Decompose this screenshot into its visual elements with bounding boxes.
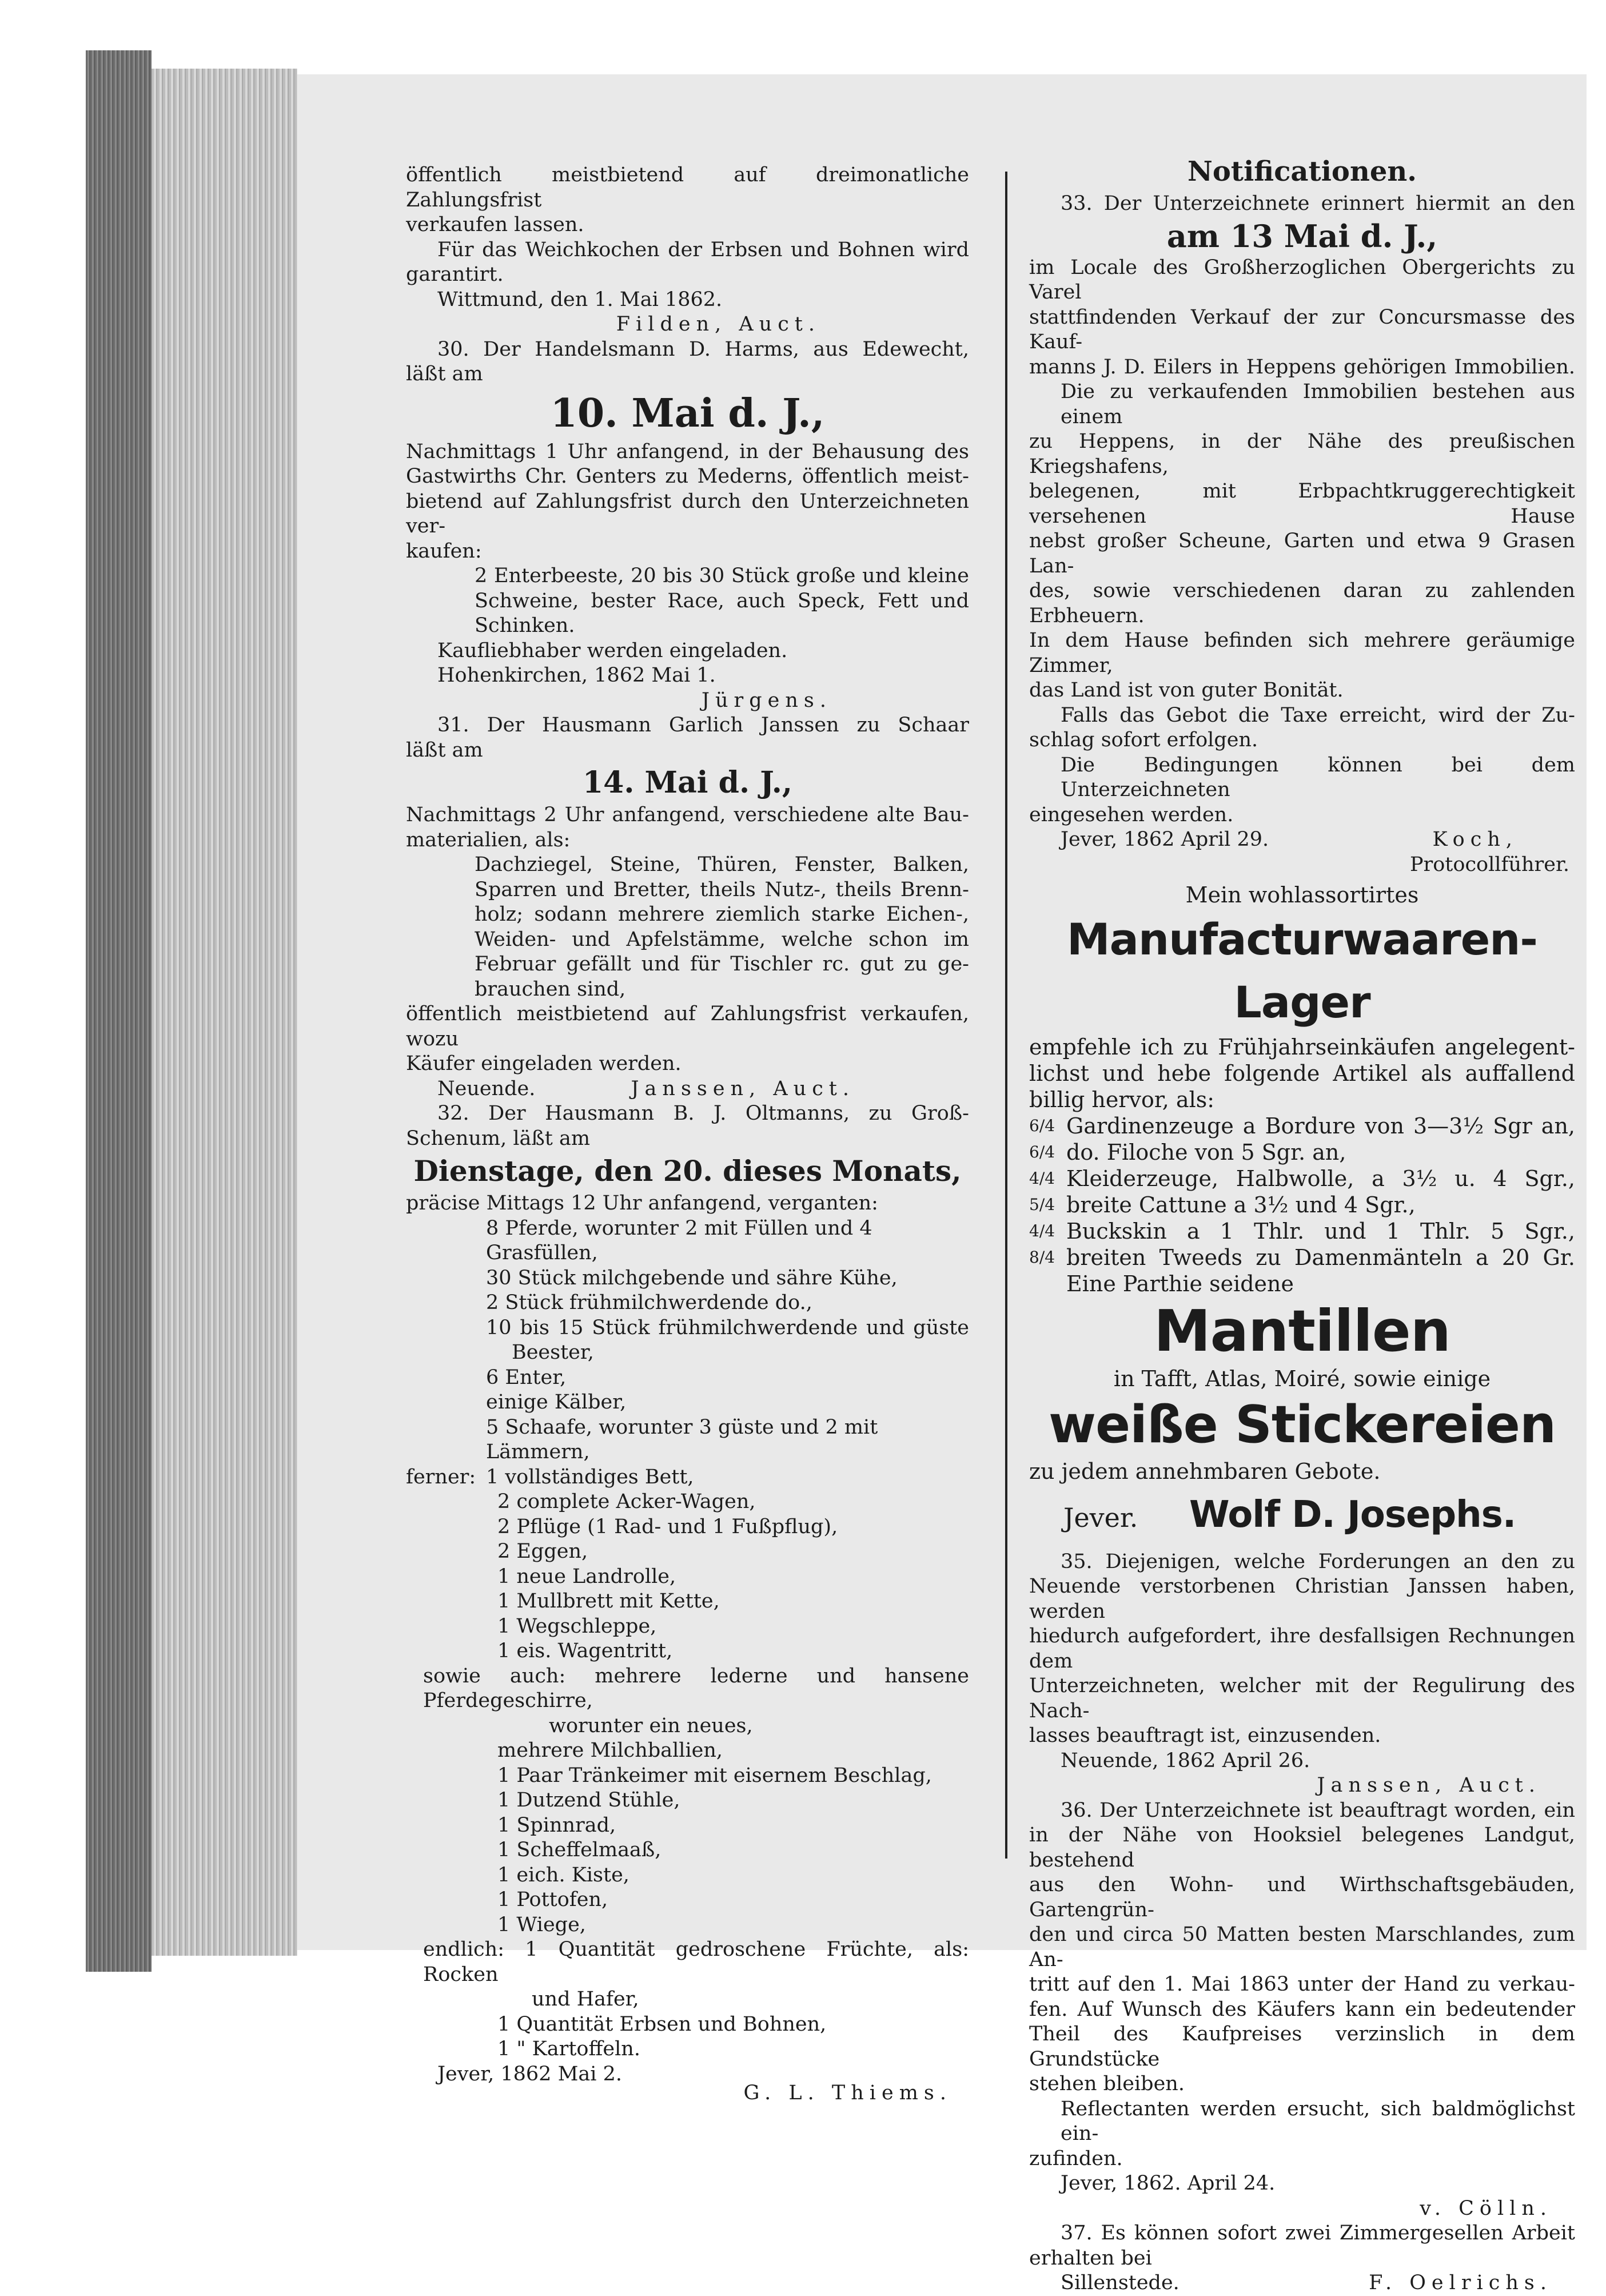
list-item: sowie auch: mehrere lederne und hansene Pferdegeschirre, bbox=[423, 1664, 969, 1712]
text-line: fen. Auf Wunsch des Käufers kann ein bedeutender bbox=[1029, 1997, 1575, 2021]
place: Sillenstede. bbox=[1061, 2271, 1179, 2294]
text-line: materialien, als: bbox=[406, 828, 571, 851]
notice-37-intro: 37. Es können sofort zwei Zimmergesellen Arbeit bbox=[1061, 2222, 1575, 2245]
text-line: Schenum, läßt am bbox=[406, 1127, 591, 1150]
text-line: schlag sofort erfolgen. bbox=[1029, 729, 1258, 751]
signature: Janssen, Auct. bbox=[1317, 1774, 1541, 1797]
text-line: im Locale des Großherzoglichen Obergerichts zu Varel bbox=[1029, 256, 1575, 304]
place-date: Hohenkirchen, 1862 Mai 1. bbox=[437, 664, 716, 687]
list-item: endlich: 1 Quantität gedroschene Früchte, als: Rocken bbox=[423, 1938, 969, 1986]
signature: Jürgens. bbox=[701, 689, 832, 712]
text-line: tritt auf den 1. Mai 1863 unter der Hand zu verkau- bbox=[1029, 1973, 1575, 1996]
page-edges bbox=[152, 69, 297, 1956]
list-item: worunter ein neues, bbox=[549, 1714, 753, 1737]
notice-32-intro: 32. Der Hausmann B. J. Oltmanns, zu Groß- bbox=[437, 1102, 969, 1125]
text-line: Sparren und Bretter, theils Nutz-, theils Brenn- bbox=[475, 878, 969, 901]
price-item: breiten Tweeds zu Damenmänteln a 20 Gr. bbox=[1066, 1244, 1575, 1270]
text-line: Dachziegel, Steine, Thüren, Fenster, Balken, bbox=[475, 853, 969, 876]
right-column bbox=[1029, 156, 1575, 2296]
text-line: empfehle ich zu Frühjahrseinkäufen angelegent- bbox=[1029, 1034, 1575, 1060]
sale-date-heading: 10. Mai d. J., bbox=[550, 390, 825, 436]
signature: F. Oelrichs. bbox=[1369, 2271, 1552, 2294]
fabric-width: 8/4 bbox=[1029, 1247, 1055, 1267]
price-item: Kleiderzeuge, Halbwolle, a 3½ u. 4 Sgr., bbox=[1066, 1165, 1575, 1191]
text-line: Schinken. bbox=[475, 614, 575, 637]
price-row bbox=[1029, 1113, 1575, 1139]
text-line: Theil des Kaufpreises verzinslich in dem Grundstücke bbox=[1029, 2023, 1575, 2071]
ad-place: Jever. bbox=[1063, 1502, 1138, 1533]
place-date: Jever, 1862 April 29. bbox=[1061, 828, 1269, 851]
price-item: Gardinenzeuge a Bordure von 3—3½ Sgr an, bbox=[1066, 1113, 1575, 1139]
text-line: lasses beauftragt ist, einzusenden. bbox=[1029, 1724, 1381, 1747]
text-line: öffentlich meistbietend auf Zahlungsfrist verkaufen, wozu bbox=[406, 1002, 969, 1050]
text-line: Weiden- und Apfelstämme, welche schon im bbox=[475, 928, 969, 951]
price-row bbox=[1029, 1218, 1575, 1244]
signature-title: Protocollführer. bbox=[1409, 853, 1569, 876]
text-line: Für das Weichkochen der Erbsen und Bohnen wird bbox=[437, 238, 969, 261]
list-item: 1 Wiege, bbox=[497, 1913, 586, 1936]
text-line: belegenen, mit Erbpachtkruggerechtigkeit versehenen Hause bbox=[1029, 480, 1575, 528]
ad-headline: Manufacturwaaren-Lager bbox=[1067, 913, 1537, 1028]
text-line: lichst und hebe folgende Artikel als auffallend bbox=[1029, 1060, 1575, 1086]
place-date: Jever, 1862 Mai 2. bbox=[437, 2062, 622, 2086]
text-line: des, sowie verschiedenen daran zu zahlenden Erbheuern. bbox=[1029, 579, 1575, 627]
text-line: stattfindenden Verkauf der zur Concursmasse des Kauf- bbox=[1029, 305, 1575, 353]
ad-intro: Mein wohlassortirtes bbox=[1185, 882, 1419, 908]
text-line: bietend auf Zahlungsfrist durch den Unterzeichneten ver- bbox=[406, 490, 969, 538]
text-line: Falls das Gebot die Taxe erreicht, wird der Zu- bbox=[1061, 703, 1575, 727]
notice-31-intro: 31. Der Hausmann Garlich Janssen zu Schaar bbox=[437, 714, 969, 737]
list-item: 2 Pflüge (1 Rad- und 1 Fußpflug), bbox=[497, 1515, 838, 1538]
list-item: 1 vollständiges Bett, bbox=[486, 1465, 694, 1489]
signature: Filden, Auct. bbox=[616, 313, 820, 336]
fabric-width: 4/4 bbox=[1029, 1221, 1055, 1240]
list-item: 1 Paar Tränkeimer mit eisernem Beschlag, bbox=[497, 1764, 932, 1787]
text-line: Kaufliebhaber werden eingeladen. bbox=[437, 639, 788, 662]
list-item: 1 Dutzend Stühle, bbox=[497, 1789, 680, 1812]
list-item: 1 eis. Wagentritt, bbox=[497, 1640, 673, 1662]
list-item: 2 Eggen, bbox=[497, 1540, 588, 1563]
text-line: den und circa 50 Matten besten Marschlandes, zum An- bbox=[1029, 1923, 1575, 1971]
list-item: 30 Stück milchgebende und sähre Kühe, bbox=[486, 1266, 898, 1290]
text-line: Unterzeichneten, welcher mit der Regulirung des Nach- bbox=[1029, 1674, 1575, 1722]
signature: G. L. Thiems. bbox=[743, 2082, 952, 2104]
signature-row bbox=[1029, 2271, 1575, 2296]
column-divider bbox=[1005, 172, 1007, 1859]
price-item: breite Cattune a 3½ und 4 Sgr., bbox=[1066, 1192, 1416, 1217]
list-item: 1 Spinnrad, bbox=[497, 1813, 616, 1837]
text-line: öffentlich meistbietend auf dreimonatliche Zahlungsfrist bbox=[406, 164, 969, 212]
section-heading: Notificationen. bbox=[1187, 156, 1417, 188]
text-line: garantirt. bbox=[406, 263, 504, 286]
list-item: 8 Pferde, worunter 2 mit Füllen und 4 Grasfüllen, bbox=[486, 1216, 872, 1264]
price-item: do. Filoche von 5 Sgr. an, bbox=[1066, 1139, 1346, 1165]
signature: v. Cölln. bbox=[1420, 2196, 1552, 2220]
text-line: kaufen: bbox=[406, 539, 482, 563]
list-item: 1 neue Landrolle, bbox=[497, 1565, 676, 1588]
text-line: Käufer eingeladen werden. bbox=[406, 1052, 682, 1075]
text-line: Eine Parthie seidene bbox=[1066, 1271, 1294, 1296]
list-item: 10 bis 15 Stück frühmilchwerdende und güste bbox=[486, 1316, 969, 1339]
text-line: Neuende verstorbenen Christian Janssen haben, werden bbox=[1029, 1575, 1575, 1623]
list-item: 1 Wegschleppe, bbox=[497, 1614, 657, 1638]
text-line: Die zu verkaufenden Immobilien bestehen aus einem bbox=[1061, 380, 1575, 428]
list-item: mehrere Milchballien, bbox=[497, 1739, 723, 1762]
left-column bbox=[406, 163, 969, 2106]
text-line: Reflectanten werden ersucht, sich baldmöglichst ein- bbox=[1061, 2097, 1575, 2145]
list-item: 2 Stück frühmilchwerdende do., bbox=[486, 1291, 812, 1314]
text-line: nebst großer Scheune, Garten und etwa 9 Grasen Lan- bbox=[1029, 530, 1575, 578]
text-line: 2 Enterbeeste, 20 bis 30 Stück große und kleine bbox=[475, 564, 969, 587]
text-line: Die Bedingungen können bei dem Unterzeichneten bbox=[1061, 753, 1575, 801]
notice-36-intro: 36. Der Unterzeichnete ist beauftragt worden, ein bbox=[1061, 1798, 1575, 1822]
notice-33-intro: 33. Der Unterzeichnete erinnert hiermit an den bbox=[1061, 192, 1575, 215]
text-line: Schweine, bester Race, auch Speck, Fett und bbox=[475, 589, 969, 612]
text-line: Februar gefällt und für Tischler rc. gut zu ge- bbox=[475, 953, 969, 976]
text-line: das Land ist von guter Bonität. bbox=[1029, 679, 1344, 702]
signature: Koch, bbox=[1432, 828, 1518, 851]
list-item: 6 Enter, bbox=[486, 1366, 567, 1389]
text-line: hiedurch aufgefordert, ihre desfallsigen Rechnungen dem bbox=[1029, 1625, 1575, 1673]
place-date: Neuende. bbox=[437, 1077, 536, 1100]
list-item: 1 eich. Kiste, bbox=[497, 1863, 629, 1887]
text-line: läßt am bbox=[406, 363, 483, 385]
text-line: eingesehen werden. bbox=[1029, 803, 1234, 826]
text-line: aus den Wohn- und Wirthschaftsgebäuden, Gartengrün- bbox=[1029, 1873, 1575, 1921]
text-line: präcise Mittags 12 Uhr anfangend, verganten: bbox=[406, 1192, 878, 1215]
text-line: Nachmittags 2 Uhr anfangend, verschiedene alte Bau- bbox=[406, 803, 969, 826]
fabric-width: 5/4 bbox=[1029, 1195, 1055, 1214]
ad-headline: Mantillen bbox=[1154, 1297, 1450, 1364]
list-item: 1 Mullbrett mit Kette, bbox=[497, 1590, 720, 1613]
text-line: in Tafft, Atlas, Moiré, sowie einige bbox=[1113, 1366, 1491, 1391]
text-line: manns J. D. Eilers in Heppens gehörigen Immobilien. bbox=[1029, 355, 1575, 379]
notice-35-intro: 35. Diejenigen, welche Forderungen an den zu bbox=[1061, 1550, 1575, 1573]
notice-30-intro: 30. Der Handelsmann D. Harms, aus Edewecht, bbox=[437, 337, 969, 361]
ad-headline: weiße Stickereien bbox=[1048, 1394, 1556, 1455]
list-item: 1 " Kartoffeln. bbox=[497, 2038, 640, 2060]
text-line: holz; sodann mehrere ziemlich starke Eichen-, bbox=[475, 903, 969, 926]
price-item: Buckskin a 1 Thlr. und 1 Thlr. 5 Sgr., bbox=[1066, 1218, 1575, 1244]
signature: Janssen, Auct. bbox=[631, 1077, 855, 1100]
text-line: stehen bleiben. bbox=[1029, 2072, 1185, 2095]
list-item: 5 Schaafe, worunter 3 güste und 2 mit Lämmern, bbox=[486, 1415, 878, 1463]
text-line: brauchen sind, bbox=[475, 977, 626, 1001]
place-date: Neuende, 1862 April 26. bbox=[1061, 1749, 1310, 1772]
place-date: Jever, 1862. April 24. bbox=[1061, 2172, 1276, 2195]
text-line: Gastwirths Chr. Genters zu Mederns, öffentlich meist- bbox=[406, 465, 969, 488]
text-line: zufinden. bbox=[1029, 2147, 1123, 2170]
list-item: 1 Quantität Erbsen und Bohnen, bbox=[497, 2012, 827, 2036]
fabric-width: 4/4 bbox=[1029, 1168, 1055, 1188]
ad-signature-row bbox=[1029, 1489, 1575, 1541]
book-binding bbox=[86, 50, 152, 1972]
sale-date-heading: am 13 Mai d. J., bbox=[1166, 217, 1438, 254]
list-item: 1 Scheffelmaaß, bbox=[497, 1839, 661, 1861]
price-row bbox=[1029, 1165, 1575, 1192]
list-item: 1 Pottofen, bbox=[497, 1888, 608, 1911]
place-date: Wittmund, den 1. Mai 1862. bbox=[437, 288, 723, 311]
list-item: 2 complete Acker-Wagen, bbox=[497, 1490, 756, 1513]
fabric-width: 6/4 bbox=[1029, 1142, 1055, 1161]
price-row bbox=[1029, 1244, 1575, 1271]
text-line: billig hervor, als: bbox=[1029, 1087, 1215, 1112]
text-line: läßt am bbox=[406, 738, 483, 762]
text-line: in der Nähe von Hooksiel belegenes Landgut, bestehend bbox=[1029, 1824, 1575, 1872]
text-line: In dem Hause befinden sich mehrere geräumige Zimmer, bbox=[1029, 629, 1575, 677]
list-label: ferner: bbox=[406, 1465, 476, 1489]
text-line: Nachmittags 1 Uhr anfangend, in der Behausung des bbox=[406, 440, 969, 463]
sale-date-heading: Dienstage, den 20. dieses Monats, bbox=[413, 1154, 962, 1188]
text-line: zu jedem annehmbaren Gebote. bbox=[1029, 1458, 1381, 1484]
text-line: zu Heppens, in der Nähe des preußischen Kriegshafens, bbox=[1029, 430, 1575, 478]
list-item: Beester, bbox=[512, 1341, 594, 1364]
list-item: und Hafer, bbox=[532, 1988, 639, 2011]
fabric-width: 6/4 bbox=[1029, 1116, 1055, 1135]
text-line: verkaufen lassen. bbox=[406, 213, 584, 236]
list-row bbox=[406, 1465, 969, 1490]
list-item: einige Kälber, bbox=[486, 1391, 627, 1414]
ad-signature: Wolf D. Josephs. bbox=[1189, 1493, 1516, 1536]
price-row bbox=[1029, 1139, 1575, 1165]
price-row bbox=[1029, 1192, 1575, 1218]
text-line: erhalten bei bbox=[1029, 2246, 1152, 2270]
sale-date-heading: 14. Mai d. J., bbox=[582, 765, 793, 800]
